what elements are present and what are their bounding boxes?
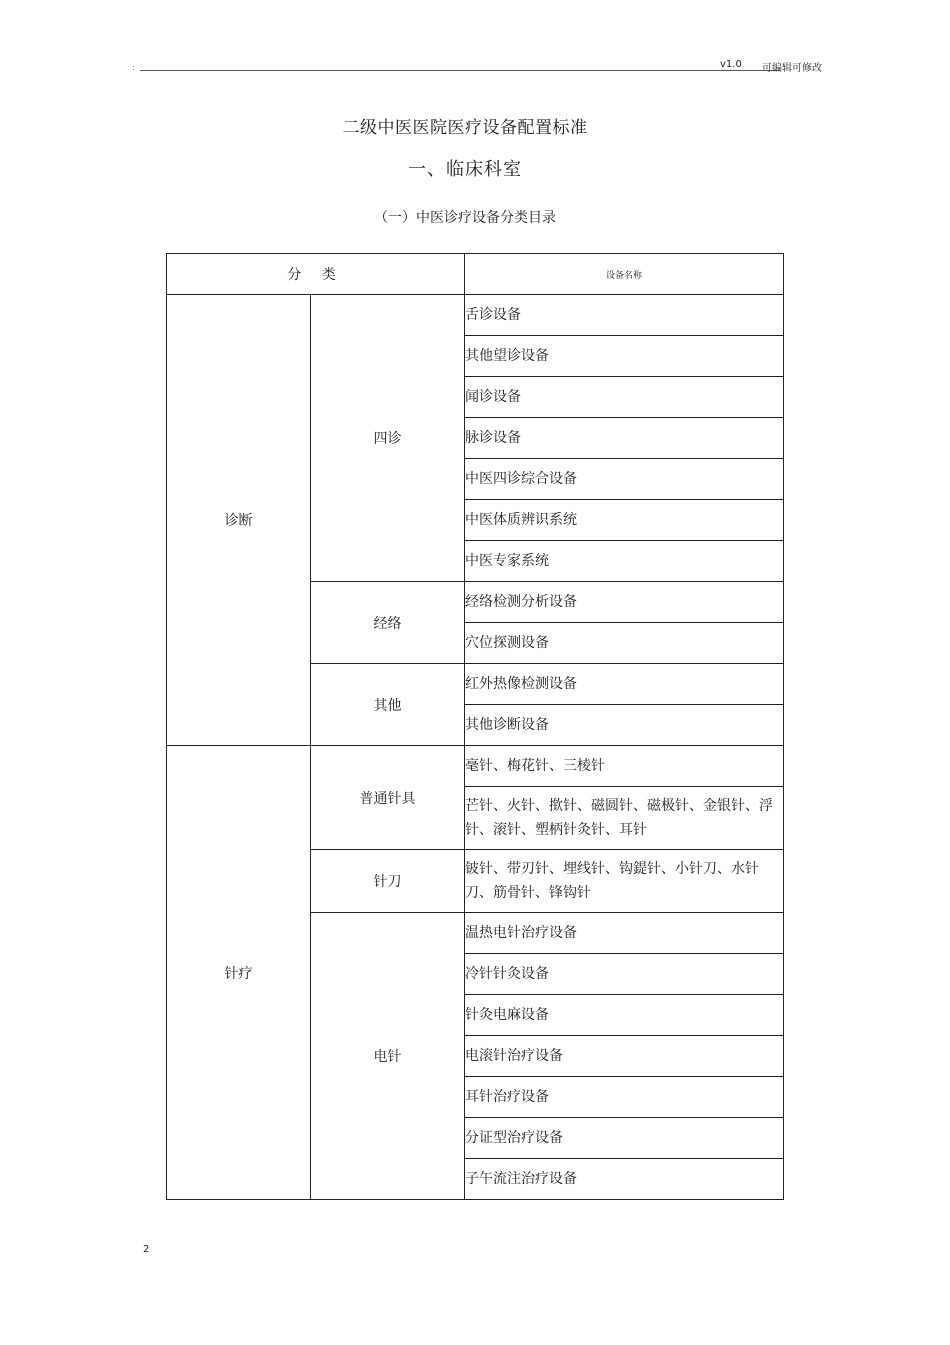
version-label: v1.0 (720, 59, 742, 70)
category-cell: 诊断 (167, 295, 311, 746)
equipment-item: 冷针针灸设备 (465, 954, 784, 995)
subcategory-cell: 普通针具 (311, 746, 465, 850)
table-header-row (167, 254, 784, 295)
equipment-table (166, 253, 784, 1200)
equipment-item: 耳针治疗设备 (465, 1077, 784, 1118)
subcategory-cell: 针刀 (311, 850, 465, 913)
equipment-item: 铍针、带刃针、埋线针、钩鍉针、小针刀、水针刀、筋骨针、锋钩针 (465, 850, 784, 913)
subsection-heading: （一）中医诊疗设备分类目录 (374, 210, 556, 226)
equipment-item: 分证型治疗设备 (465, 1118, 784, 1159)
subcategory-cell: 四诊 (311, 295, 465, 582)
page-number: 2 (143, 1244, 150, 1255)
header-mark: : (132, 63, 135, 72)
equipment-item: 脉诊设备 (465, 418, 784, 459)
equipment-item: 红外热像检测设备 (465, 664, 784, 705)
equipment-item: 毫针、梅花针、三棱针 (465, 746, 784, 787)
equipment-item: 电滚针治疗设备 (465, 1036, 784, 1077)
equipment-item: 中医专家系统 (465, 541, 784, 582)
equipment-item: 中医四诊综合设备 (465, 459, 784, 500)
editable-note: 可编辑可修改 (762, 63, 822, 74)
subcategory-cell: 经络 (311, 582, 465, 664)
table-row (167, 746, 784, 787)
equipment-item: 穴位探测设备 (465, 623, 784, 664)
equipment-item: 其他诊断设备 (465, 705, 784, 746)
equipment-item: 芒针、火针、揿针、磁圆针、磁极针、金银针、浮针、滚针、塑柄针灸针、耳针 (465, 787, 784, 850)
table-row (167, 295, 784, 336)
equipment-item: 温热电针治疗设备 (465, 913, 784, 954)
subcategory-cell: 电针 (311, 913, 465, 1200)
equipment-item: 舌诊设备 (465, 295, 784, 336)
equipment-item: 子午流注治疗设备 (465, 1159, 784, 1200)
document-title: 二级中医医院医疗设备配置标准 (342, 118, 588, 138)
equipment-name-header: 设备名称 (465, 254, 784, 295)
category-header: 分 类 (167, 254, 465, 295)
subcategory-cell: 其他 (311, 664, 465, 746)
category-cell: 针疗 (167, 746, 311, 1200)
equipment-item: 针灸电麻设备 (465, 995, 784, 1036)
equipment-item: 经络检测分析设备 (465, 582, 784, 623)
equipment-item: 中医体质辨识系统 (465, 500, 784, 541)
equipment-item: 闻诊设备 (465, 377, 784, 418)
equipment-item: 其他望诊设备 (465, 336, 784, 377)
section-heading: 一、临床科室 (408, 159, 522, 180)
header-rule (140, 70, 780, 71)
